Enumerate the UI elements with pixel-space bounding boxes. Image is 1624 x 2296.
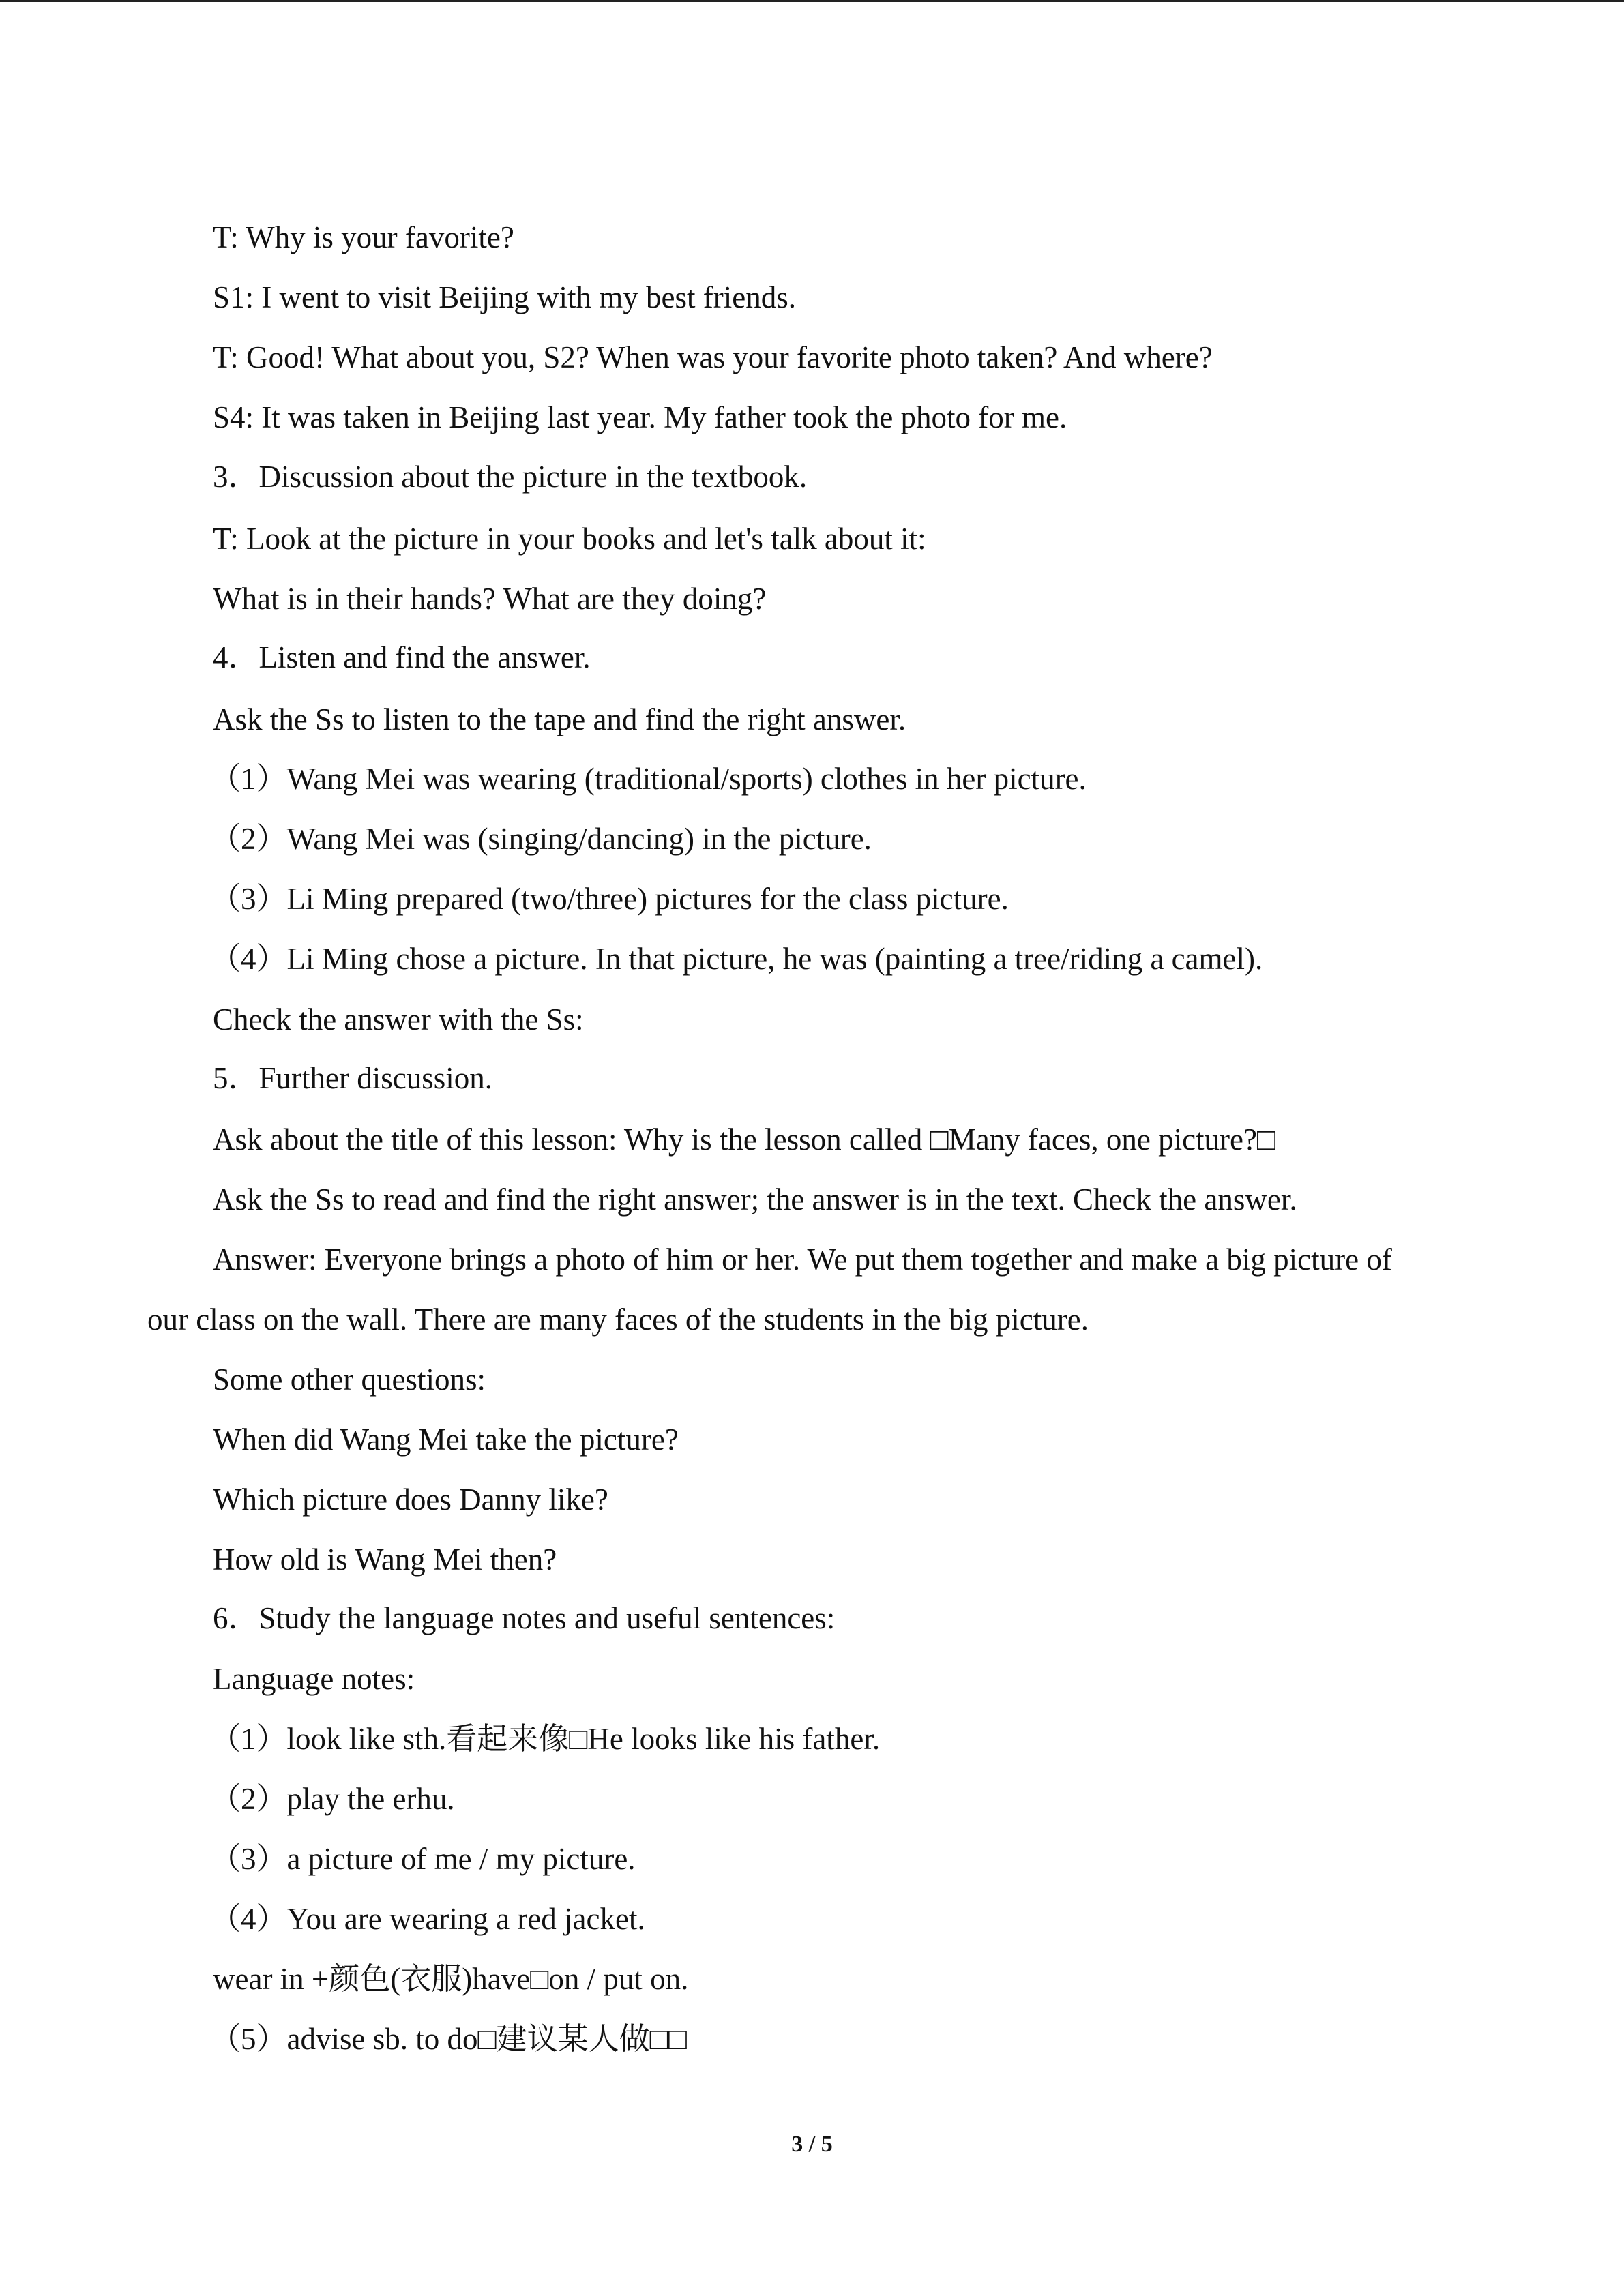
text-line: When did Wang Mei take the picture? (213, 1422, 679, 1457)
list-item: （2）Wang Mei was (singing/dancing) in the picture. (210, 822, 872, 856)
text-line: wear in +颜色(衣服)have□on / put on. (213, 1962, 689, 1996)
text-line: T: Good! What about you, S2? When was your favorite photo taken? And where? (213, 340, 1213, 374)
text-line: S1: I went to visit Beijing with my best friends. (213, 280, 796, 314)
page-number: 3 / 5 (791, 2132, 833, 2157)
list-item: （2）play the erhu. (210, 1782, 455, 1816)
list-item: （1）Wang Mei was wearing (traditional/sports) clothes in her picture. (210, 762, 1087, 796)
text-line: Check the answer with the Ss: (213, 1002, 584, 1037)
section-heading: 4．Listen and find the answer. (213, 640, 591, 674)
list-item: （4）Li Ming chose a picture. In that picture, he was (painting a tree/riding a camel). (210, 942, 1263, 976)
text-line: T: Look at the picture in your books and let's talk about it: (213, 522, 926, 556)
text-line: How old is Wang Mei then? (213, 1542, 557, 1577)
text-line: Ask the Ss to listen to the tape and find the right answer. (213, 702, 906, 736)
text-line: What is in their hands? What are they doing? (213, 582, 767, 616)
text-line: Some other questions: (213, 1362, 486, 1397)
text-line: Ask the Ss to read and find the right answer; the answer is in the text. Check the answer. (213, 1182, 1297, 1217)
top-border-line (0, 0, 1624, 2)
list-item: （1）look like sth.看起来像□He looks like his father. (210, 1722, 881, 1756)
text-line: Answer: Everyone brings a photo of him or her. We put them together and make a big picture of (213, 1242, 1392, 1277)
text-line-continuation: our class on the wall. There are many faces of the students in the big picture. (147, 1302, 1089, 1337)
text-line: Which picture does Danny like? (213, 1482, 608, 1517)
text-line: Language notes: (213, 1662, 415, 1696)
list-item: （3）Li Ming prepared (two/three) pictures for the class picture. (210, 882, 1009, 916)
list-item: （4）You are wearing a red jacket. (210, 1902, 645, 1936)
section-heading: 3．Discussion about the picture in the textbook. (213, 460, 808, 494)
section-heading: 5．Further discussion. (213, 1061, 492, 1095)
text-line: Ask about the title of this lesson: Why is the lesson called □Many faces, one picture?□ (213, 1122, 1276, 1157)
text-line: T: Why is your favorite? (213, 220, 514, 254)
list-item: （3）a picture of me / my picture. (210, 1842, 636, 1876)
list-item: （5）advise sb. to do□建议某人做□□ (210, 2022, 688, 2056)
section-heading: 6．Study the language notes and useful sentences: (213, 1601, 836, 1635)
text-line: S4: It was taken in Beijing last year. My father took the photo for me. (213, 400, 1067, 434)
